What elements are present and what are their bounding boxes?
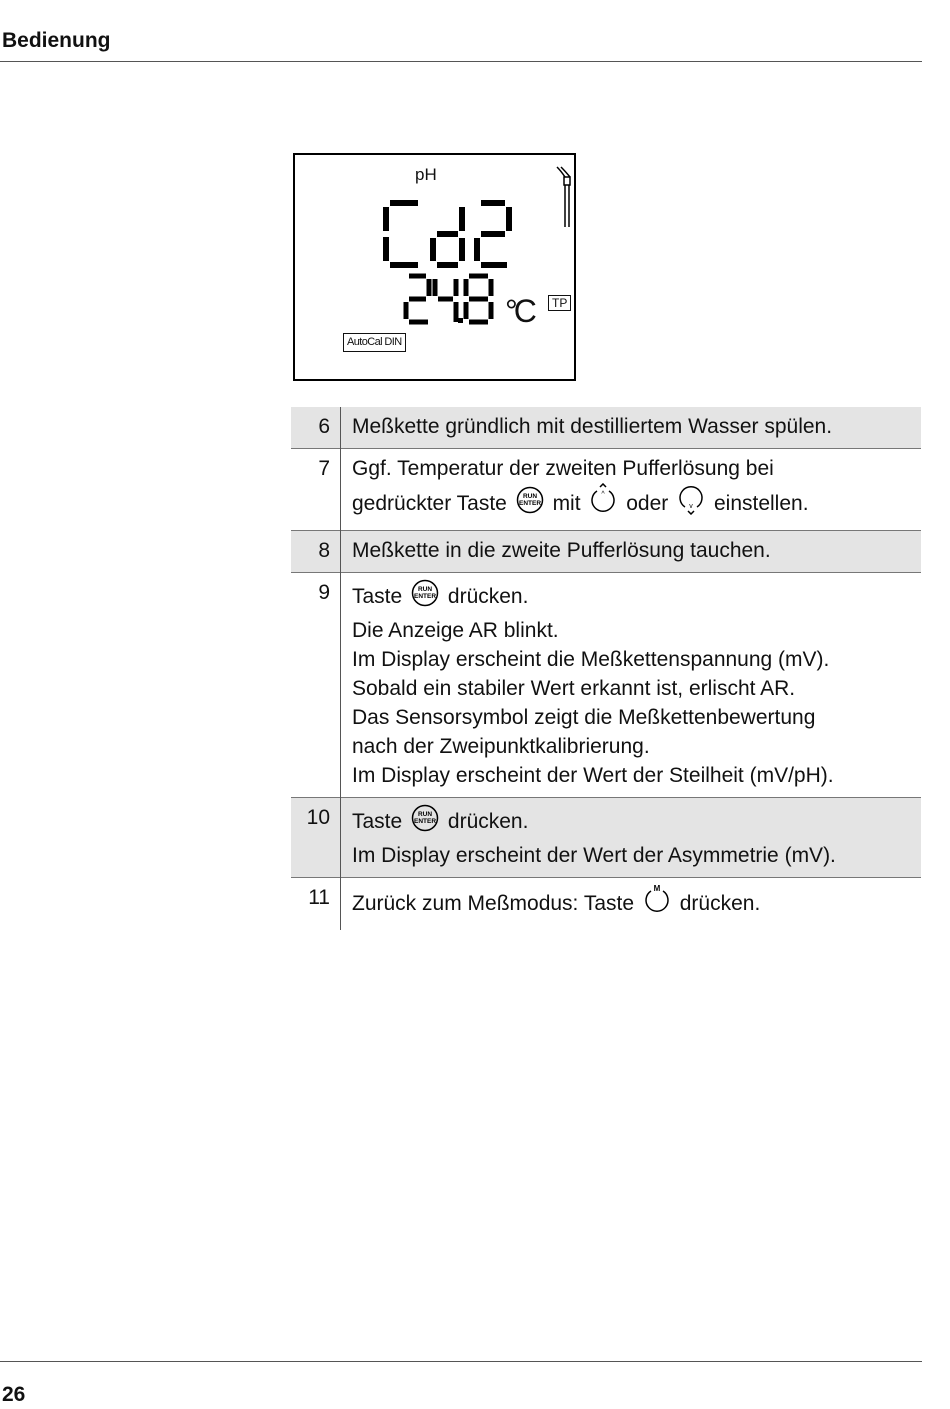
step-line-text: einstellen.: [713, 492, 809, 515]
step-number: 6: [291, 407, 341, 449]
step-line: nach der Zweipunktkalibrierung.: [352, 735, 650, 758]
step-text: [341, 798, 922, 878]
step-row-7: [291, 449, 921, 531]
step-line-text: drücken.: [447, 810, 529, 833]
svg-text:RUN: RUN: [418, 811, 433, 818]
up-key-icon: [588, 483, 618, 523]
step-text: [341, 878, 922, 931]
svg-text:^: ^: [601, 491, 606, 498]
step-number: 11: [291, 878, 341, 931]
run-enter-key-icon: [515, 485, 545, 523]
svg-text:ENTER: ENTER: [414, 818, 437, 825]
display-mode-label: pH: [415, 165, 437, 184]
step-line: [352, 803, 921, 841]
step-number: 9: [291, 573, 341, 798]
step-line: Ggf. Temperatur der zweiten Pufferlösung bei: [352, 457, 774, 480]
sensor-electrode-icon: [557, 167, 570, 227]
svg-text:RUN: RUN: [522, 493, 537, 500]
autocal-din-label: AutoCal DIN: [343, 333, 406, 352]
footer-rule: [0, 1361, 922, 1362]
header-rule: [0, 61, 922, 62]
step-line-text: oder: [626, 492, 669, 515]
step-row-11: [291, 878, 921, 931]
step-line: Die Anzeige AR blinkt.: [352, 619, 559, 642]
step-row-10: [291, 798, 921, 878]
svg-text:v: v: [689, 503, 693, 510]
svg-text:M: M: [653, 884, 661, 893]
step-line-text: Taste: [352, 585, 403, 608]
temperature-unit: °C: [505, 293, 533, 329]
step-line: [352, 483, 921, 523]
step-line-text: drücken.: [679, 892, 761, 915]
step-line: Im Display erscheint der Wert der Steilheit (mV/pH).: [352, 764, 834, 787]
temperature-digits: [406, 276, 491, 322]
decimal-point: [458, 318, 463, 323]
step-text: Meßkette in die zweite Pufferlösung tauchen.: [352, 539, 771, 562]
step-line-text: gedrückter Taste: [352, 492, 507, 515]
main-readout-digits: [386, 203, 509, 265]
step-number: 10: [291, 798, 341, 878]
step-text: [341, 449, 922, 531]
step-number: 7: [291, 449, 341, 531]
step-row-6: [291, 407, 921, 449]
svg-text:RUN: RUN: [418, 586, 433, 593]
step-line: Das Sensorsymbol zeigt die Meßkettenbewertung: [352, 706, 816, 729]
step-line: Im Display erscheint die Meßkettenspannung (mV).: [352, 648, 830, 671]
step-line-text: mit: [552, 492, 581, 515]
step-row-9: [291, 573, 921, 798]
run-enter-key-icon: [410, 803, 440, 841]
m-key-icon: [642, 883, 672, 923]
meter-display: [293, 153, 576, 381]
svg-text:ENTER: ENTER: [414, 593, 437, 600]
display-segments: [295, 155, 575, 379]
page-header-title: Bedienung: [2, 29, 111, 52]
step-text: [341, 573, 922, 798]
step-row-8: [291, 531, 921, 573]
step-line-text: Taste: [352, 810, 403, 833]
step-number: 8: [291, 531, 341, 573]
step-line-text: Zurück zum Meßmodus: Taste: [352, 892, 635, 915]
svg-text:ENTER: ENTER: [518, 500, 541, 507]
instruction-steps-table: [291, 407, 921, 930]
step-text: Meßkette gründlich mit destilliertem Wasser spülen.: [352, 415, 833, 438]
down-key-icon: [676, 483, 706, 523]
step-line-text: drücken.: [447, 585, 529, 608]
step-line: Im Display erscheint der Wert der Asymmetrie (mV).: [352, 844, 836, 867]
tp-indicator: TP: [548, 295, 571, 311]
step-line: [352, 578, 921, 616]
page-number: 26: [2, 1383, 26, 1406]
step-line: Sobald ein stabiler Wert erkannt ist, erlischt AR.: [352, 677, 796, 700]
run-enter-key-icon: [410, 578, 440, 616]
